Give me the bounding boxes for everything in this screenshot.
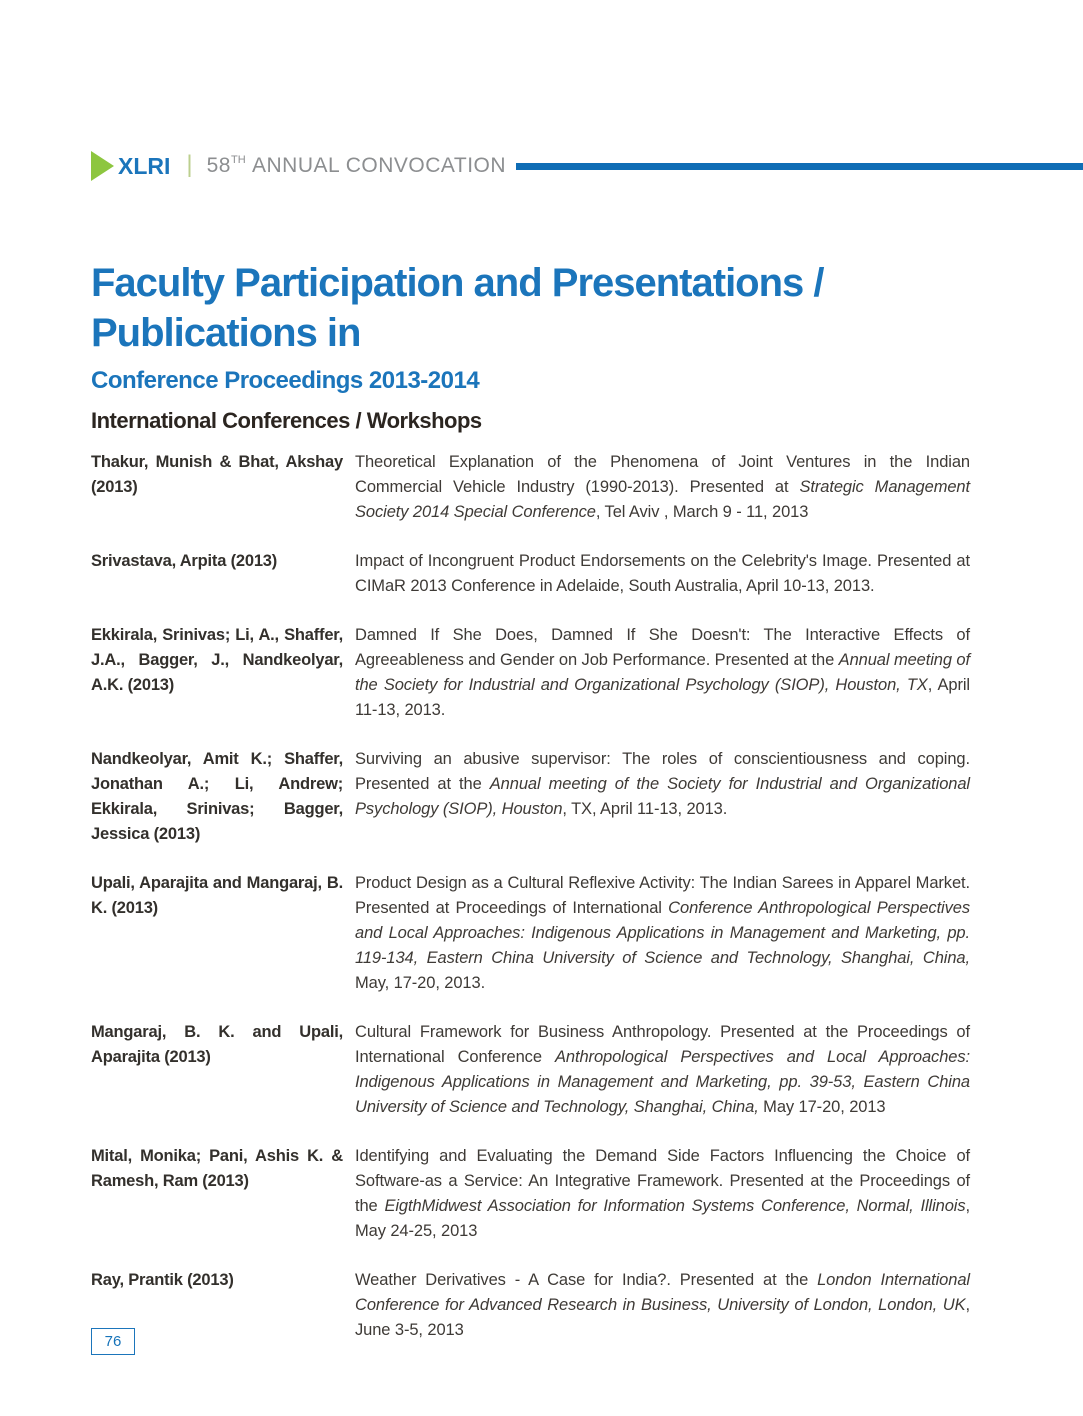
entry-authors: Mangaraj, B. K. and Upali, Aparajita (2013) <box>91 1023 343 1066</box>
description-text: Cultural Framework for Business Anthropology. Presented at the Proceedings of International Conference <box>355 1023 970 1066</box>
entry-description <box>355 1144 970 1244</box>
entry-authors: Mital, Monika; Pani, Ashis K. & Ramesh, Ram (2013) <box>91 1147 343 1190</box>
entry-description <box>355 747 970 847</box>
description-text: May, 17-20, 2013. <box>355 974 486 992</box>
entry-authors: Thakur, Munish & Bhat, Akshay (2013) <box>91 453 343 496</box>
page-number-box <box>91 1328 135 1355</box>
publication-entry <box>91 1144 970 1244</box>
description-text: Impact of Incongruent Product Endorsements on the Celebrity's Image. Presented at CIMaR 2013 Conference in Adelaide, South Australia, April 10-13, 2013. <box>355 552 970 595</box>
description-text: Damned If She Does, Damned If She Doesn't: The Interactive Effects of Agreeableness and Gender on Job Performance. Presented at the <box>355 626 970 669</box>
description-text: , TX, April 11-13, 2013. <box>562 800 728 818</box>
convocation-text: ANNUAL CONVOCATION <box>252 154 507 177</box>
description-text: , April 11-13, 2013. <box>355 676 970 719</box>
convocation-ordinal-suffix: TH <box>230 154 246 166</box>
page-number: 76 <box>104 1333 122 1350</box>
section-heading: International Conferences / Workshops <box>91 408 482 433</box>
description-text: Surviving an abusive supervisor: The roles of conscientiousness and coping. Presented at the <box>355 750 970 793</box>
publication-entry <box>91 623 970 723</box>
entry-description <box>355 623 970 723</box>
publication-entry <box>91 1020 970 1120</box>
conference-name: Annual meeting of the Society for Industrial and Organizational Psychology (SIOP), Houston <box>355 775 971 818</box>
description-text: , Tel Aviv , March 9 - 11, 2013 <box>595 503 809 521</box>
description-text: Identifying and Evaluating the Demand Side Factors Influencing the Choice of Software-as a Service: An Integrative Framework. Presented at the Proceedings of the <box>355 1147 970 1215</box>
conference-name: Strategic Management Society 2014 Special Conference <box>355 478 970 521</box>
entries-list <box>91 450 970 1343</box>
publication-entry <box>91 871 970 996</box>
entry-authors: Upali, Aparajita and Mangaraj, B. K. (2013) <box>91 874 343 917</box>
publication-entry <box>91 450 970 525</box>
entry-description <box>355 871 970 996</box>
conference-name: EigthMidwest Association for Information Systems Conference, Normal, Illinois <box>384 1197 966 1215</box>
convocation-number: 58 <box>206 154 231 177</box>
description-text: Weather Derivatives - A Case for India?. Presented at the <box>355 1271 818 1289</box>
conference-name: Conference Anthropological Perspectives and Local Approaches: Indigenous Applications in Management and Marketing, pp. 119-134, Eastern China University of Science and Technology, Shanghai, China, <box>355 899 970 967</box>
header-rule <box>516 163 1083 170</box>
publication-entry <box>91 747 970 847</box>
page-header <box>91 148 1083 184</box>
publication-entry <box>91 549 970 599</box>
xlri-arrow-icon <box>91 151 114 181</box>
page-body <box>91 258 970 1367</box>
brand-logo: XLRI <box>118 152 171 179</box>
page-subtitle: Conference Proceedings 2013-2014 <box>91 367 480 394</box>
description-text: , June 3-5, 2013 <box>355 1296 970 1339</box>
conference-name: Anthropological Perspectives and Local Approaches: Indigenous Applications in Management and Marketing, pp. 39-53, Eastern China University of Science and Technology, Shanghai, China, <box>355 1048 970 1116</box>
entry-description <box>355 450 970 525</box>
page-title-line2: Publications in <box>91 311 361 355</box>
entry-authors: Ekkirala, Srinivas; Li, A., Shaffer, J.A., Bagger, J., Nandkeolyar, A.K. (2013) <box>91 626 343 694</box>
description-text: , May 24-25, 2013 <box>355 1197 970 1240</box>
entry-authors: Ray, Prantik (2013) <box>91 1271 234 1289</box>
header-divider: | <box>186 151 193 178</box>
convocation-title <box>207 154 506 178</box>
entry-description <box>355 1268 970 1343</box>
entry-authors: Srivastava, Arpita (2013) <box>91 552 278 570</box>
description-text: May 17-20, 2013 <box>758 1098 886 1116</box>
description-text: Theoretical Explanation of the Phenomena of Joint Ventures in the Indian Commercial Vehicle Industry (1990-2013). Presented at <box>355 453 970 496</box>
conference-name: London International Conference for Advanced Research in Business, University of London, London, UK <box>355 1271 970 1314</box>
entry-description <box>355 1020 970 1120</box>
page-title <box>91 258 970 358</box>
page-title-line1: Faculty Participation and Presentations / <box>91 261 824 305</box>
description-text: Product Design as a Cultural Reflexive Activity: The Indian Sarees in Apparel Market. Presented at Proceedings of International <box>355 874 970 917</box>
entry-description <box>355 549 970 599</box>
conference-name: Annual meeting of the Society for Industrial and Organizational Psychology (SIOP), Houston, TX <box>355 651 970 694</box>
entry-authors: Nandkeolyar, Amit K.; Shaffer, Jonathan A.; Li, Andrew; Ekkirala, Srinivas; Bagger, Jessica (2013) <box>91 750 343 843</box>
publication-entry <box>91 1268 970 1343</box>
